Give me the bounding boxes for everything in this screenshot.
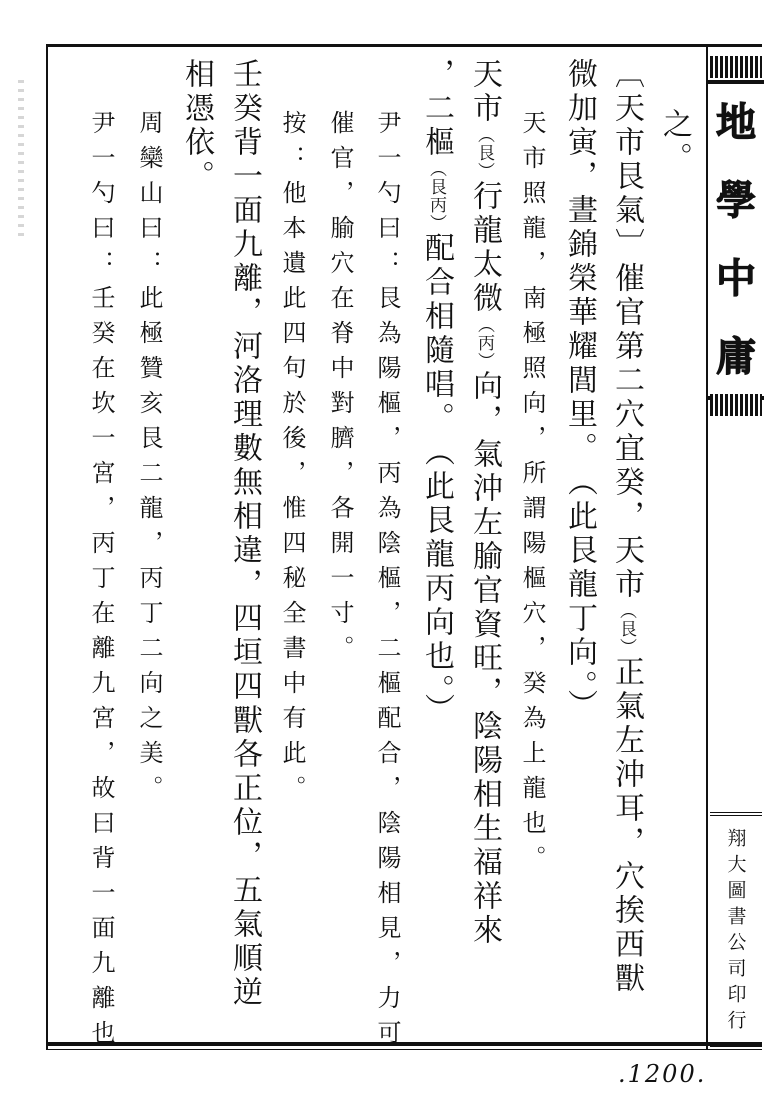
frame-left-rule xyxy=(46,44,48,1050)
page-number: .1200. xyxy=(618,1060,707,1088)
text-segment: 之。 xyxy=(657,108,692,176)
text-segment: 配合相隨唱。︵此艮龍丙向也。︶ xyxy=(419,232,454,727)
text-segment: 向，氣沖左腧官資旺，陰陽相生福祥來 xyxy=(467,370,502,948)
inline-annotation: ︵艮︶ xyxy=(474,126,494,180)
text-column xyxy=(132,110,167,810)
text-segment: ，二樞 xyxy=(419,58,454,160)
title-char: 庸 xyxy=(716,334,756,380)
text-column xyxy=(323,110,358,670)
text-segment: 微加寅，晝錦榮華耀閭里。︵此艮龍丁向。︶ xyxy=(562,58,597,723)
inline-annotation: ︵艮︶ xyxy=(616,602,636,656)
running-head-book-title xyxy=(708,80,764,400)
text-segment: 尹一勺曰：艮為陽樞，丙為陰樞，二樞配合，陰陽相見，力可 xyxy=(373,110,401,1055)
text-column xyxy=(222,58,266,1010)
running-head-band-top xyxy=(710,56,762,78)
text-segment: 天市照龍，南極照向，所謂陽樞穴，癸為上龍也。 xyxy=(518,110,546,880)
text-segment: ︹天市艮氣︺催官第二穴宜癸，天市 xyxy=(609,58,644,602)
scan-edge-mark xyxy=(18,80,24,240)
frame-top-rule xyxy=(46,44,762,47)
inline-annotation: ︵丙︶ xyxy=(474,316,494,370)
running-head-band-bottom xyxy=(710,394,762,416)
title-char: 中 xyxy=(716,256,756,302)
text-column xyxy=(174,58,218,194)
text-segment: 周欒山曰：此極贊亥艮二龍，丙丁二向之美。 xyxy=(135,110,163,810)
text-segment: 行龍太微 xyxy=(467,180,502,316)
inline-annotation: ︵艮丙︶ xyxy=(426,160,446,232)
text-column xyxy=(84,110,119,1055)
text-segment: 按：他本遺此四句於後，惟四秘全書中有此。 xyxy=(278,110,306,810)
text-segment: 相憑依。 xyxy=(179,58,214,194)
text-segment: 天市 xyxy=(467,58,502,126)
text-column xyxy=(652,108,696,176)
text-segment: 尹一勺曰：壬癸在坎一宮，丙丁在離九宮，故曰背一面九離也 xyxy=(87,110,115,1055)
text-segment: 正氣左沖耳，穴挨西獸 xyxy=(609,656,644,996)
text-column xyxy=(275,110,310,810)
text-column xyxy=(414,58,458,727)
text-column xyxy=(370,110,405,1055)
title-char: 地 xyxy=(716,100,756,146)
text-column xyxy=(604,58,648,996)
text-segment: 壬癸背一面九離，河洛理數無相違，四垣四獸各正位，五氣順逆 xyxy=(227,58,262,1010)
title-char: 學 xyxy=(716,178,756,224)
publisher-text: 翔大圖書公司印行 xyxy=(724,828,747,1036)
text-segment: 催官，腧穴在脊中對臍，各開一寸。 xyxy=(326,110,354,670)
text-column xyxy=(515,110,550,880)
text-column xyxy=(557,58,601,723)
text-column xyxy=(462,58,506,948)
publisher-imprint xyxy=(710,812,762,1050)
